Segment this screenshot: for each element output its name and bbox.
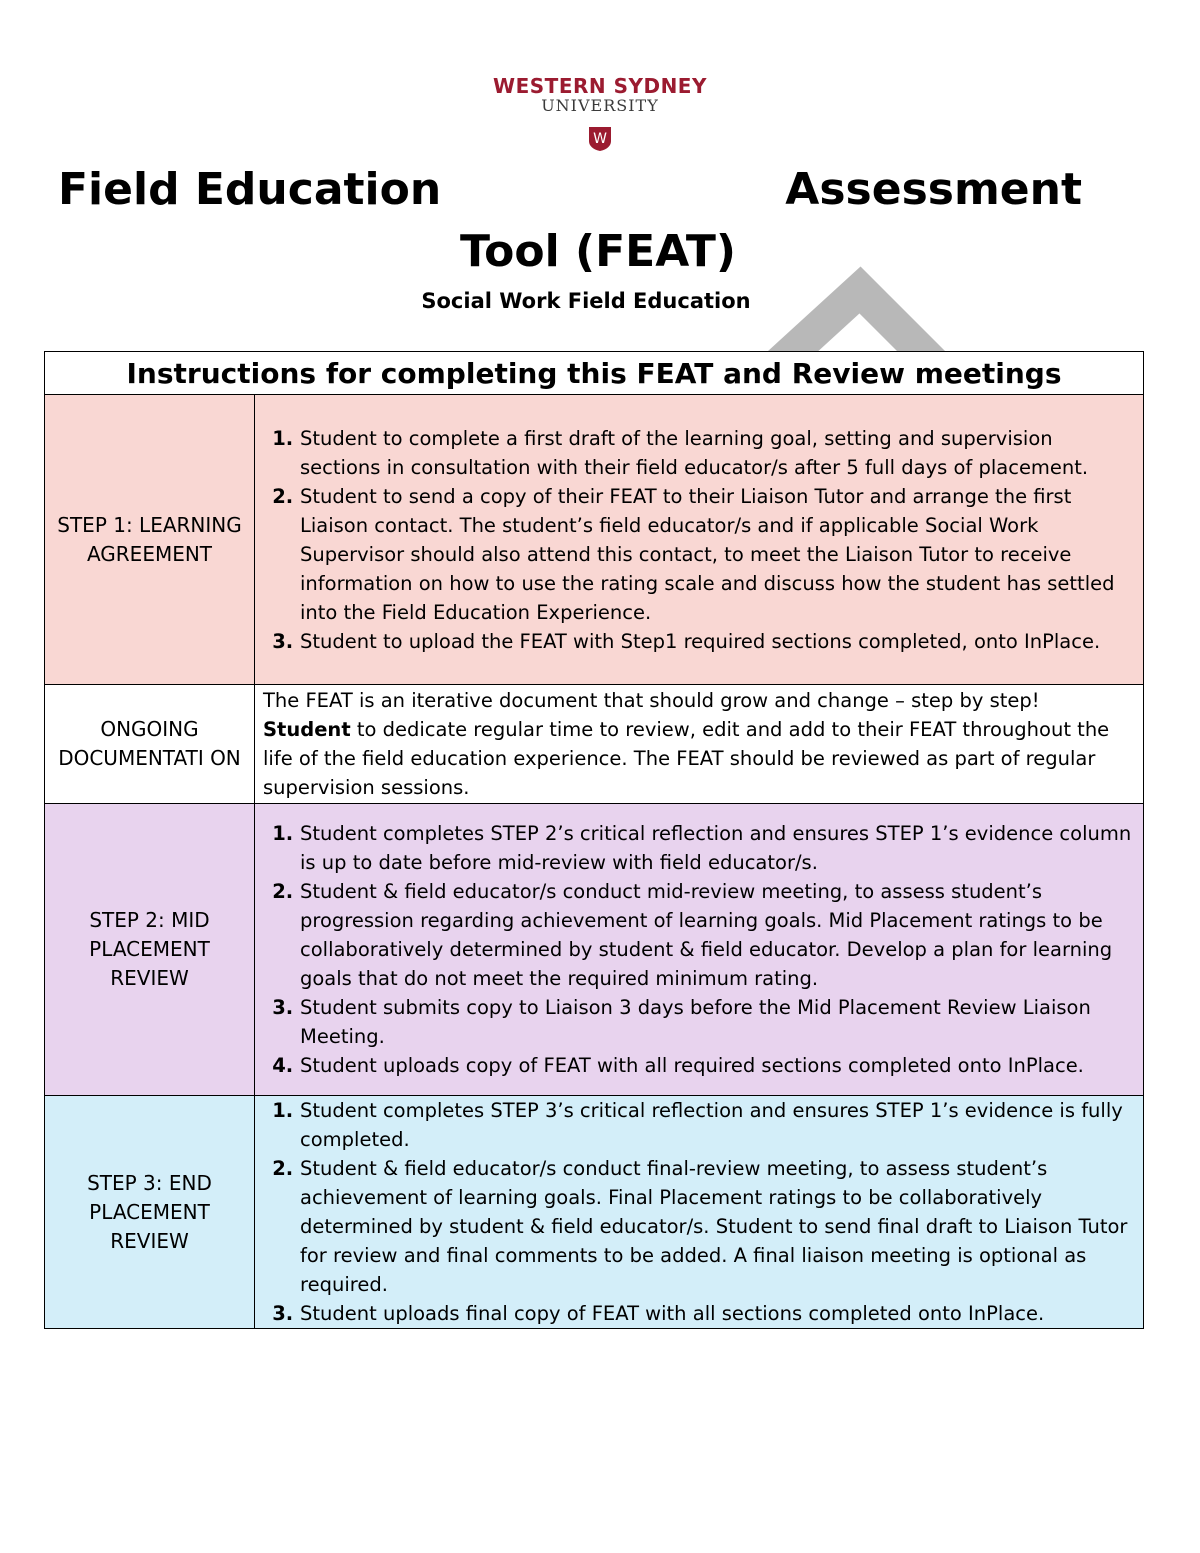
- ongoing-label: ONGOING DOCUMENTATI ON: [45, 685, 255, 804]
- instructions-table: [44, 351, 1144, 1329]
- step2-label: STEP 2: MID PLACEMENT REVIEW: [45, 804, 255, 1096]
- list-item: 2. Student & field educator/s conduct mid-review meeting, to assess student’s progression regarding achievement of learning goals. Mid Placement ratings to be collaboratively determined by student & field educator. Develop a plan for learning goals that do not meet the required minimum rating.: [300, 877, 1135, 993]
- step1-content: [255, 395, 1144, 685]
- list-item: 1. Student to complete a first draft of the learning goal, setting and supervision sections in consultation with their field educator/s after 5 full days of placement.: [300, 424, 1135, 482]
- document-subtitle: Social Work Field Education: [421, 289, 751, 313]
- table-row-ongoing: [45, 685, 1144, 804]
- step3-list: [263, 1096, 1135, 1328]
- document-title: [58, 162, 1082, 280]
- step1-list: [263, 424, 1135, 656]
- table-row-step3: [45, 1096, 1144, 1329]
- logo-wordmark-top: WESTERN SYDNEY: [493, 74, 707, 98]
- step1-label: STEP 1: LEARNING AGREEMENT: [45, 395, 255, 685]
- table-row-step2: [45, 804, 1144, 1096]
- university-logo: [0, 76, 1200, 152]
- logo-wordmark-bottom: UNIVERSITY: [541, 96, 659, 115]
- list-item: 4. Student uploads copy of FEAT with all required sections completed onto InPlace.: [300, 1051, 1135, 1080]
- list-item: 2. Student to send a copy of their FEAT to their Liaison Tutor and arrange the first Liaison contact. The student’s field educator/s and if applicable Social Work Supervisor should also attend this contact, to meet the Liaison Tutor to receive information on how to use the rating scale and discuss how the student has settled into the Field Education Experience.: [300, 482, 1135, 627]
- step2-content: [255, 804, 1144, 1096]
- table-row-step1: [45, 395, 1144, 685]
- shield-letter: W: [593, 131, 607, 147]
- step3-content: [255, 1096, 1144, 1329]
- title-word-assessment: Assessment: [785, 164, 1082, 215]
- title-line-tool: Tool (FEAT): [459, 226, 736, 277]
- ongoing-rest: to dedicate regular time to review, edit and add to their FEAT throughout the life of the field education experience. The FEAT should be reviewed as part of regular supervision sessions.: [263, 718, 1110, 799]
- table-header: Instructions for completing this FEAT and Review meetings: [45, 352, 1144, 395]
- list-item: 3. Student uploads final copy of FEAT with all sections completed onto InPlace.: [300, 1299, 1135, 1328]
- ongoing-bold-student: Student: [263, 718, 351, 741]
- step3-label: STEP 3: END PLACEMENT REVIEW: [45, 1096, 255, 1329]
- step2-list: [263, 819, 1135, 1080]
- ongoing-content: [255, 685, 1144, 804]
- title-word-field-education: Field Education: [58, 164, 442, 215]
- shield-icon: [588, 126, 612, 152]
- list-item: 1. Student completes STEP 3’s critical reflection and ensures STEP 1’s evidence is fully completed.: [300, 1096, 1135, 1154]
- ongoing-intro: The FEAT is an iterative document that should grow and change – step by step!: [263, 689, 1040, 712]
- list-item: 3. Student to upload the FEAT with Step1 required sections completed, onto InPlace.: [300, 627, 1135, 656]
- list-item: 1. Student completes STEP 2’s critical reflection and ensures STEP 1’s evidence column is up to date before mid-review with field educator/s.: [300, 819, 1135, 877]
- list-item: 3. Student submits copy to Liaison 3 days before the Mid Placement Review Liaison Meeting.: [300, 993, 1135, 1051]
- list-item: 2. Student & field educator/s conduct final-review meeting, to assess student’s achievement of learning goals. Final Placement ratings to be collaboratively determined by student & field educator/s. Student to send final draft to Liaison Tutor for review and final comments to be added. A final liaison meeting is optional as required.: [300, 1154, 1135, 1299]
